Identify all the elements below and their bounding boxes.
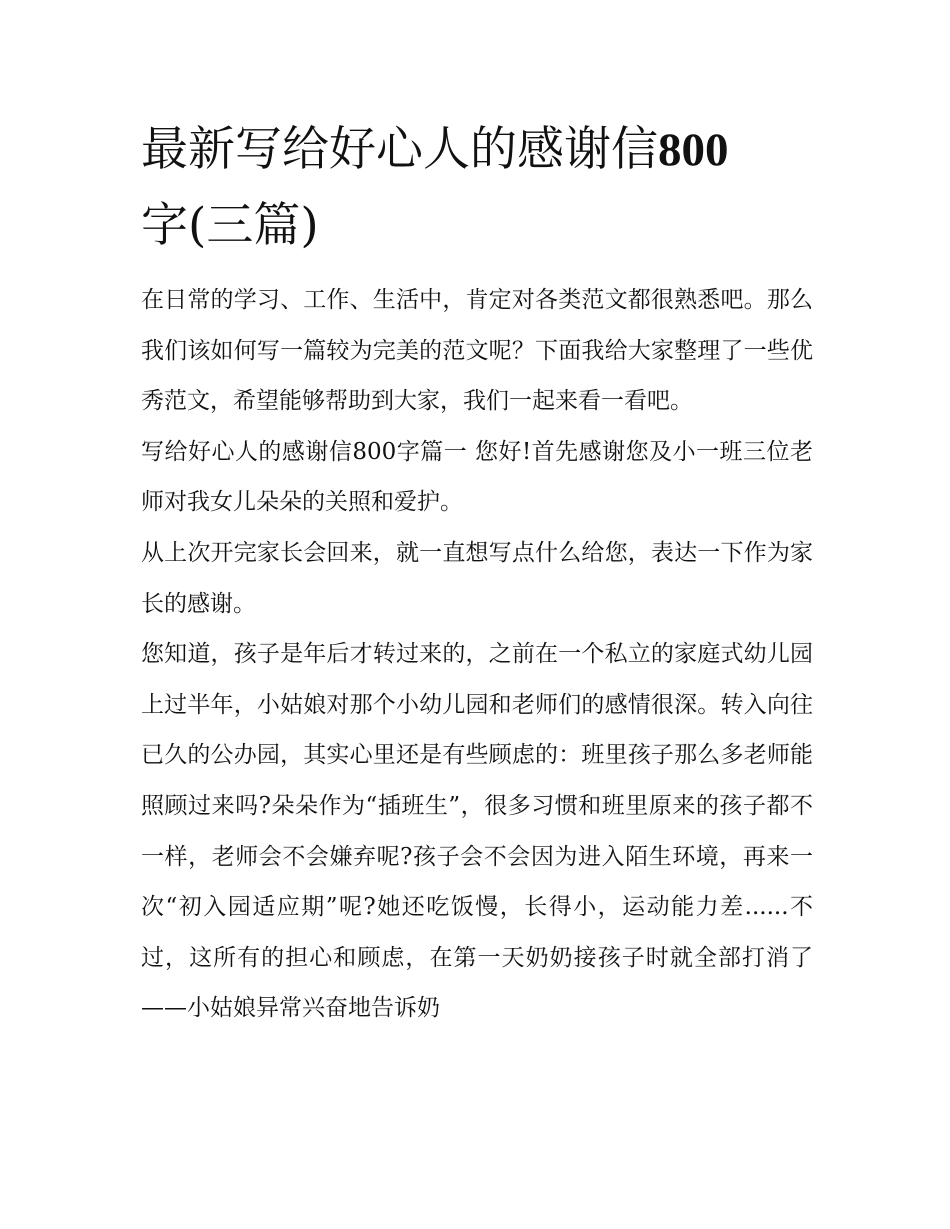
paragraph-letter-opening: 写给好心人的感谢信800字篇一 您好!首先感谢您及小一班三位老师对我女儿朵朵的关照和爱护。 xyxy=(141,438,813,516)
title-main: 最新写给好心人的感谢信 xyxy=(141,122,658,177)
title-line2: 字(三篇) xyxy=(141,198,319,253)
paragraph-intro: 在日常的学习、工作、生活中，肯定对各类范文都很熟悉吧。那么我们该如何写一篇较为完美的范文呢？下面我给大家整理了一些优秀范文，希望能够帮助到大家，我们一起来看一看吧。 xyxy=(141,287,813,415)
document-body xyxy=(141,275,813,1034)
paragraph-thanks: 从上次开完家长会回来，就一直想写点什么给您，表达一下作为家长的感谢。 xyxy=(141,539,813,617)
document-title xyxy=(141,112,821,264)
title-number: 800 xyxy=(658,124,729,176)
paragraph-story: 您知道，孩子是年后才转过来的，之前在一个私立的家庭式幼儿园上过半年，小姑娘对那个小幼儿园和老师们的感情很深。转入向往已久的公办园，其实心里还是有些顾虑的：班里孩子那么多老师能照顾过来吗?朵朵作为“插班生”，很多习惯和班里原来的孩子都不一样，老师会不会嫌弃呢?孩子会不会因为进入陌生环境，再来一次“初入园适应期”呢?她还吃饭慢，长得小，运动能力差......不过，这所有的担心和顾虑，在第一天奶奶接孩子时就全部打消了——小姑娘异常兴奋地告诉奶 xyxy=(141,641,813,1022)
